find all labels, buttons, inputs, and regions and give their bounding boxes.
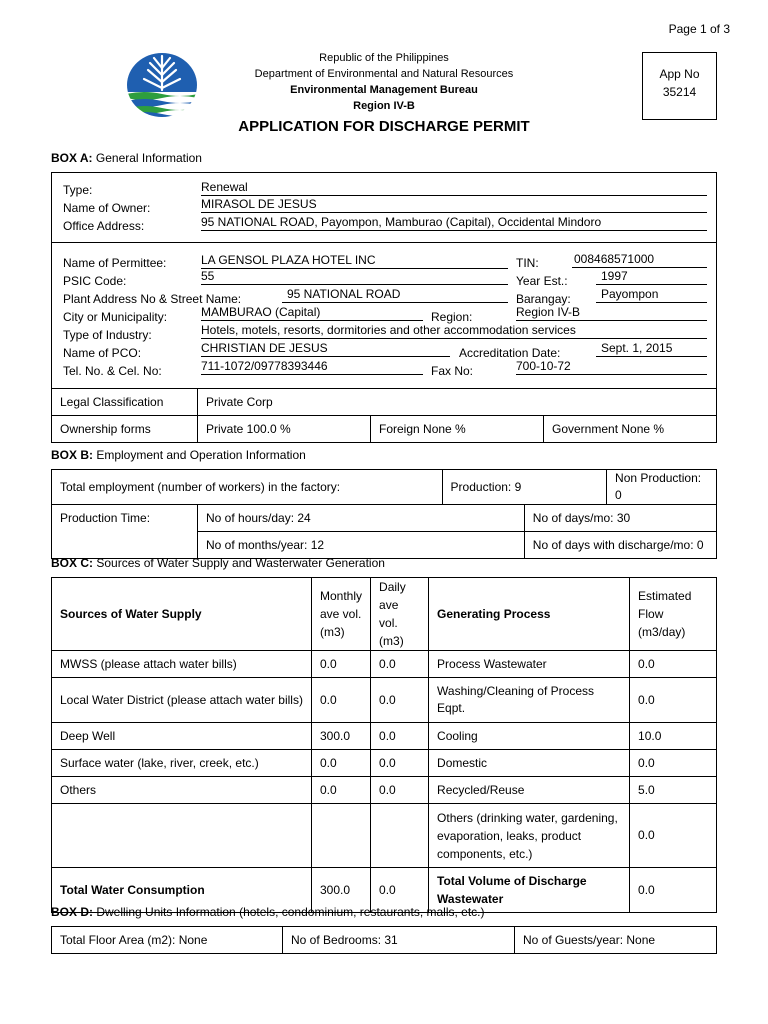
- production-count: Production: 9: [442, 470, 607, 505]
- flow-cell: 10.0: [630, 723, 717, 750]
- daily-cell: 0.0: [371, 678, 429, 723]
- table-row: [52, 804, 717, 868]
- total-daily-value: 0.0: [371, 868, 429, 913]
- fax-label: Fax No:: [431, 364, 474, 378]
- daily-cell: 0.0: [371, 750, 429, 777]
- process-cell: Others (drinking water, gardening, evaporation, leaks, product components, etc.): [429, 804, 630, 868]
- source-cell: Local Water District (please attach water bills): [52, 678, 312, 723]
- pco-label: Name of PCO:: [63, 346, 142, 360]
- months-per-year: No of months/year: 12: [198, 532, 525, 559]
- office-address-value: 95 NATIONAL ROAD, Payompon, Mamburao (Capital), Occidental Mindoro: [201, 215, 707, 231]
- source-cell: Others: [52, 777, 312, 804]
- tel-label: Tel. No. & Cel. No:: [63, 364, 162, 378]
- source-cell: [52, 804, 312, 868]
- header-line-republic: Republic of the Philippines: [319, 52, 449, 64]
- monthly-cell: 0.0: [312, 678, 371, 723]
- industry-value: Hotels, motels, resorts, dormitories and other accommodation services: [201, 323, 707, 339]
- fax-value: 700-10-72: [516, 359, 707, 375]
- box-d-heading: BOX D: Dwelling Units Information (hotels, condominium, restaurants, malls, etc.): [51, 905, 485, 919]
- flow-cell: 0.0: [630, 678, 717, 723]
- process-cell: Washing/Cleaning of Process Eqpt.: [429, 678, 630, 723]
- app-no-box: [642, 52, 717, 120]
- legal-classification-value: Private Corp: [198, 389, 717, 416]
- monthly-cell: [312, 804, 371, 868]
- days-with-discharge: No of days with discharge/mo: 0: [524, 532, 716, 559]
- box-b-heading: BOX B: Employment and Operation Information: [51, 448, 306, 462]
- hours-per-day: No of hours/day: 24: [198, 505, 525, 532]
- psic-code-value: 55: [201, 269, 508, 285]
- total-monthly-value: 300.0: [312, 868, 371, 913]
- bedrooms-count: No of Bedrooms: 31: [283, 927, 515, 954]
- tin-value: 008468571000: [572, 252, 707, 268]
- ownership-private: Private 100.0 %: [198, 416, 371, 443]
- header-line-department: Department of Environmental and Natural Resources: [254, 68, 514, 80]
- monthly-cell: 300.0: [312, 723, 371, 750]
- dwelling-table: [51, 926, 717, 954]
- classification-table: [51, 388, 717, 443]
- year-est-label: Year Est.:: [516, 274, 568, 288]
- process-cell: Domestic: [429, 750, 630, 777]
- tin-label: TIN:: [516, 256, 539, 270]
- plant-address-value: 95 NATIONAL ROAD: [282, 287, 508, 303]
- ownership-foreign: Foreign None %: [371, 416, 544, 443]
- accreditation-date-label: Accreditation Date:: [459, 346, 561, 360]
- type-label: Type:: [63, 183, 93, 197]
- flow-cell: 0.0: [630, 804, 717, 868]
- city-label: City or Municipality:: [63, 310, 168, 324]
- region-label: Region:: [431, 310, 473, 324]
- process-cell: Recycled/Reuse: [429, 777, 630, 804]
- table-row: [52, 777, 717, 804]
- city-value: MAMBURAO (Capital): [201, 305, 423, 321]
- office-address-label: Office Address:: [63, 219, 145, 233]
- owner-value: MIRASOL DE JESUS: [201, 197, 707, 213]
- app-no-label: App No: [659, 67, 700, 81]
- flow-cell: 0.0: [630, 651, 717, 678]
- monthly-cell: 0.0: [312, 777, 371, 804]
- ownership-forms-label: Ownership forms: [52, 416, 198, 443]
- total-employment-label: Total employment (number of workers) in the factory:: [52, 470, 443, 505]
- col-monthly-header: Monthly ave vol. (m3): [312, 578, 371, 651]
- total-floor-area: Total Floor Area (m2): None: [52, 927, 283, 954]
- total-discharge-label: Total Volume of Discharge Wastewater: [429, 868, 630, 913]
- source-cell: Surface water (lake, river, creek, etc.): [52, 750, 312, 777]
- total-consumption-label: Total Water Consumption: [52, 868, 312, 913]
- col-sources-header: Sources of Water Supply: [52, 578, 312, 651]
- year-est-value: 1997: [596, 269, 707, 285]
- plant-address-label: Plant Address No & Street Name:: [63, 292, 242, 306]
- col-daily-header: Daily ave vol. (m3): [371, 578, 429, 651]
- guests-per-year: No of Guests/year: None: [515, 927, 717, 954]
- ownership-government: Government None %: [544, 416, 717, 443]
- monthly-cell: 0.0: [312, 750, 371, 777]
- flow-cell: 0.0: [630, 750, 717, 777]
- production-time-label: Production Time:: [52, 505, 198, 559]
- barangay-value: Payompon: [596, 287, 707, 303]
- table-row: [52, 723, 717, 750]
- psic-code-label: PSIC Code:: [63, 274, 127, 288]
- legal-classification-label: Legal Classification: [52, 389, 198, 416]
- barangay-label: Barangay:: [516, 292, 571, 306]
- employment-table: [51, 469, 717, 559]
- daily-cell: 0.0: [371, 777, 429, 804]
- monthly-cell: 0.0: [312, 651, 371, 678]
- col-process-header: Generating Process: [429, 578, 630, 651]
- daily-cell: 0.0: [371, 723, 429, 750]
- app-no-value: 35214: [662, 85, 697, 99]
- header-line-region: Region IV-B: [353, 100, 415, 112]
- table-row: [52, 678, 717, 723]
- permittee-label: Name of Permittee:: [63, 256, 167, 270]
- type-value: Renewal: [201, 180, 707, 196]
- daily-cell: [371, 804, 429, 868]
- source-cell: Deep Well: [52, 723, 312, 750]
- box-a-heading: BOX A: General Information: [51, 151, 202, 165]
- table-row: [52, 750, 717, 777]
- flow-cell: 5.0: [630, 777, 717, 804]
- industry-label: Type of Industry:: [63, 328, 152, 342]
- total-discharge-value: 0.0: [630, 868, 717, 913]
- daily-cell: 0.0: [371, 651, 429, 678]
- box-a-general-frame: [51, 172, 717, 389]
- page-number: Page 1 of 3: [668, 22, 730, 36]
- col-flow-header: Estimated Flow (m3/day): [630, 578, 717, 651]
- days-per-month: No of days/mo: 30: [524, 505, 716, 532]
- process-cell: Cooling: [429, 723, 630, 750]
- region-value: Region IV-B: [516, 305, 707, 321]
- owner-label: Name of Owner:: [63, 201, 151, 215]
- tel-value: 711-1072/09778393446: [201, 359, 423, 375]
- permittee-value: LA GENSOL PLAZA HOTEL INC: [201, 253, 508, 269]
- non-production-count: Non Production: 0: [607, 470, 717, 505]
- source-cell: MWSS (please attach water bills): [52, 651, 312, 678]
- pco-value: CHRISTIAN DE JESUS: [201, 341, 450, 357]
- page-title: APPLICATION FOR DISCHARGE PERMIT: [238, 118, 530, 135]
- box-c-heading: BOX C: Sources of Water Supply and Wasterwater Generation: [51, 556, 385, 570]
- water-supply-table: [51, 577, 717, 913]
- table-row: [52, 651, 717, 678]
- process-cell: Process Wastewater: [429, 651, 630, 678]
- header-line-bureau: Environmental Management Bureau: [290, 84, 478, 96]
- accreditation-date-value: Sept. 1, 2015: [596, 341, 707, 357]
